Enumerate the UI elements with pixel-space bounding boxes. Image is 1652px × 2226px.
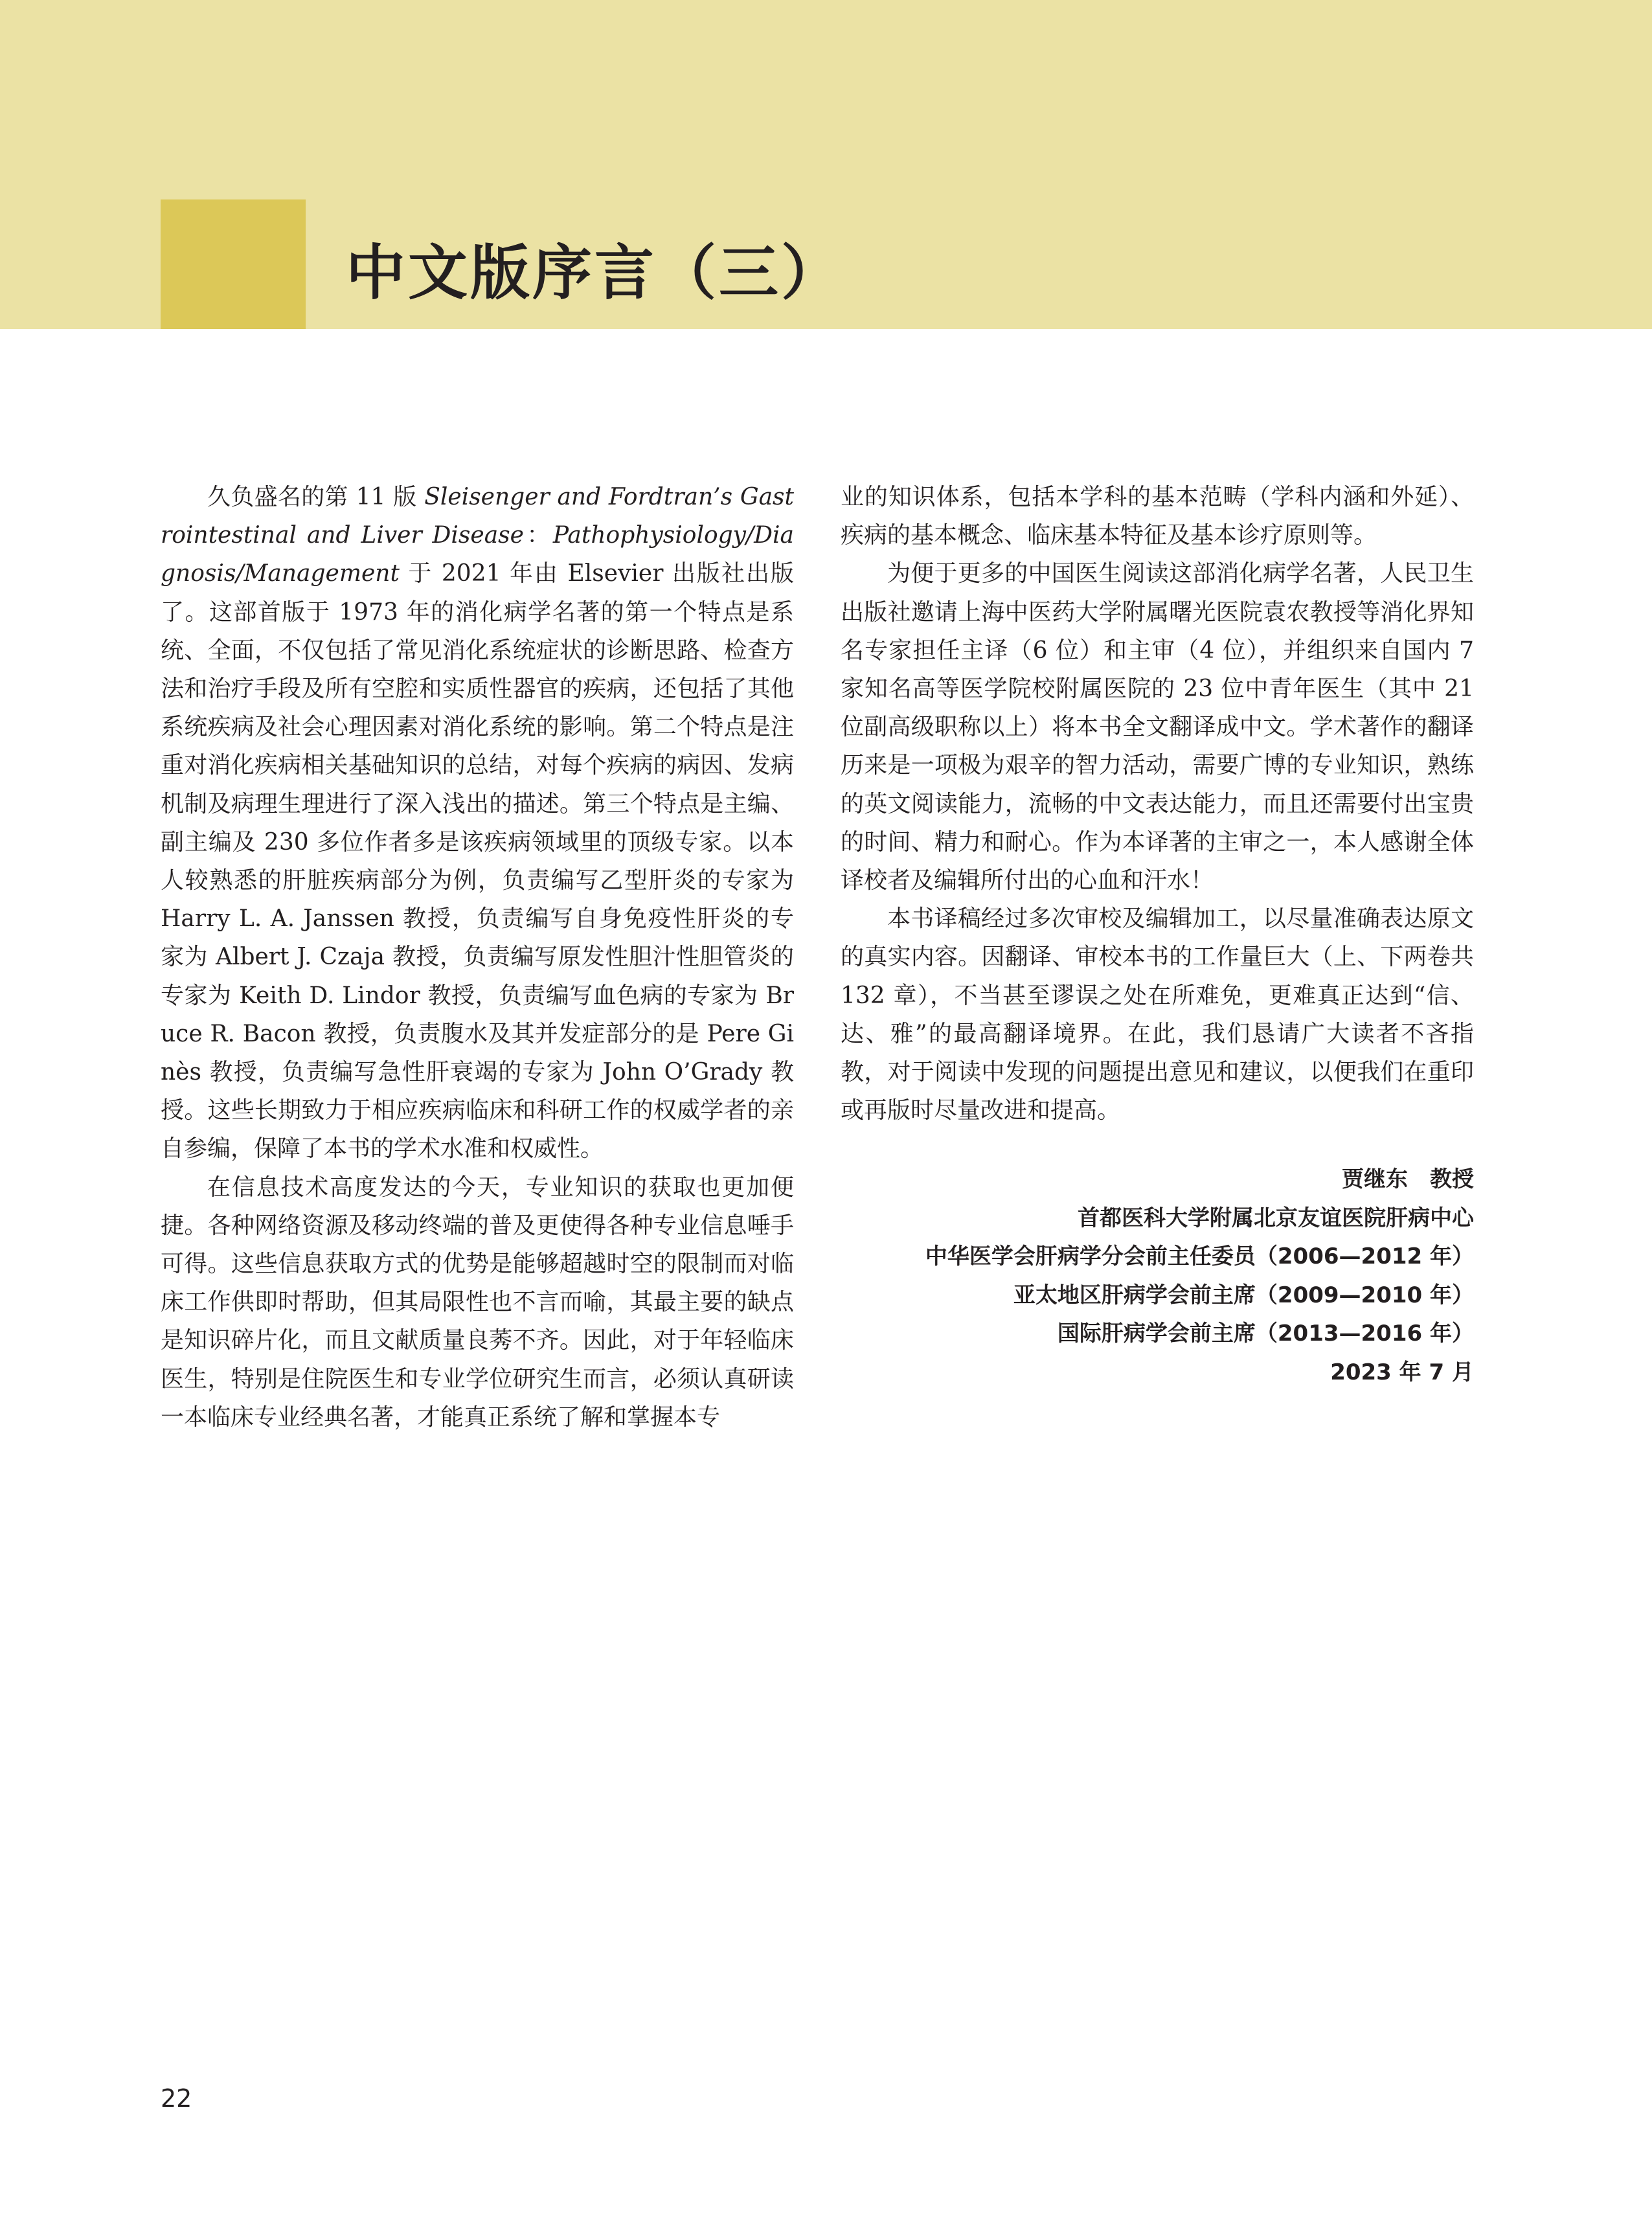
page-title: 中文版序言（三）: [346, 238, 844, 308]
paragraph-1-lead: 久负盛名的第 11 版: [207, 484, 425, 510]
signature-block: [841, 1161, 1474, 1392]
header-accent-square: [161, 199, 306, 329]
book-title-colon: ：: [523, 522, 553, 549]
signature-role-1: 中华医学会肝病学分会前主任委员（2006—2012 年）: [925, 1244, 1474, 1270]
paragraph-1: [161, 478, 794, 1168]
paragraph-3: 为便于更多的中国医生阅读这部消化病学名著，人民卫生出版社邀请上海中医药大学附属曙光医院袁农教授等消化界知名专家担任主译（6 位）和主审（4 位），并组织来自国内 7 家知名高等医学院校附属医院的 23 位中青年医生（其中 21 位副高级职称以上）将本书全文翻译成中文。学术著作的翻译历来是一项极为艰辛的智力活动，需要广博的专业知识，熟练的英文阅读能力，流畅的中文表达能力，而且还需要付出宝贵的时间、精力和耐心。作为本译著的主审之一，本人感谢全体译校者及编辑所付出的心血和汗水！: [841, 560, 1474, 894]
paragraph-4: 本书译稿经过多次审校及编辑加工，以尽量准确表达原文的真实内容。因翻译、审校本书的工作量巨大（上、下两卷共 132 章），不当甚至谬误之处在所难免，更难真正达到“信、达、雅”的最高翻译境界。在此，我们恳请广大读者不吝指教，对于阅读中发现的问题提出意见和建议，以便我们在重印或再版时尽量改进和提高。: [841, 905, 1474, 1124]
book-subtitle: Pathophysiology/Diagnosis/Management: [161, 522, 794, 587]
page-number: 22: [161, 2084, 192, 2113]
left-column: [161, 478, 794, 1437]
signature-role-3: 国际肝病学会前主席（2013—2016 年）: [1057, 1321, 1474, 1347]
signature-role-2: 亚太地区肝病学会前主席（2009—2010 年）: [1013, 1282, 1474, 1308]
right-column: [841, 478, 1474, 1392]
book-title: Sleisenger and Fordtran’s Gastrointestinal and Liver Disease: [161, 484, 795, 549]
signature-date: 2023 年 7 月: [1330, 1359, 1474, 1385]
paragraph-2-continued: 业的知识体系，包括本学科的基本范畴（学科内涵和外延）、疾病的基本概念、临床基本特征及基本诊疗原则等。: [841, 484, 1474, 549]
paragraph-1-body: 于 2021 年由 Elsevier 出版社出版了。这部首版于 1973 年的消化病学名著的第一个特点是系统、全面，不仅包括了常见消化系统症状的诊断思路、检查方法和治疗手段及所有空腔和实质性器官的疾病，还包括了其他系统疾病及社会心理因素对消化系统的影响。第二个特点是注重对消化疾病相关基础知识的总结，对每个疾病的病因、发病机制及病理生理进行了深入浅出的描述。第三个特点是主编、副主编及 230 多位作者多是该疾病领域里的顶级专家。以本人较熟悉的肝脏疾病部分为例，负责编写乙型肝炎的专家为 Harry L. A. Janssen 教授，负责编写自身免疫性肝炎的专家为 Albert J. Czaja 教授，负责编写原发性胆汁性胆管炎的专家为 Keith D. Lindor 教授，负责编写血色病的专家为 Bruce R. Bacon 教授，负责腹水及其并发症部分的是 Pere Ginès 教授，负责编写急性肝衰竭的专家为 John O’Grady 教授。这些长期致力于相应疾病临床和科研工作的权威学者的亲自参编，保障了本书的学术水准和权威性。: [161, 560, 794, 1163]
paragraph-2: 在信息技术高度发达的今天，专业知识的获取也更加便捷。各种网络资源及移动终端的普及更使得各种专业信息唾手可得。这些信息获取方式的优势是能够超越时空的限制而对临床工作供即时帮助，但其局限性也不言而喻，其最主要的缺点是知识碎片化，而且文献质量良莠不齐。因此，对于年轻临床医生，特别是住院医生和专业学位研究生而言，必须认真研读一本临床专业经典名著，才能真正系统了解和掌握本专: [161, 1174, 794, 1431]
signature-affiliation: 首都医科大学附属北京友谊医院肝病中心: [1078, 1205, 1474, 1231]
signature-name: 贾继东 教授: [1342, 1166, 1474, 1193]
